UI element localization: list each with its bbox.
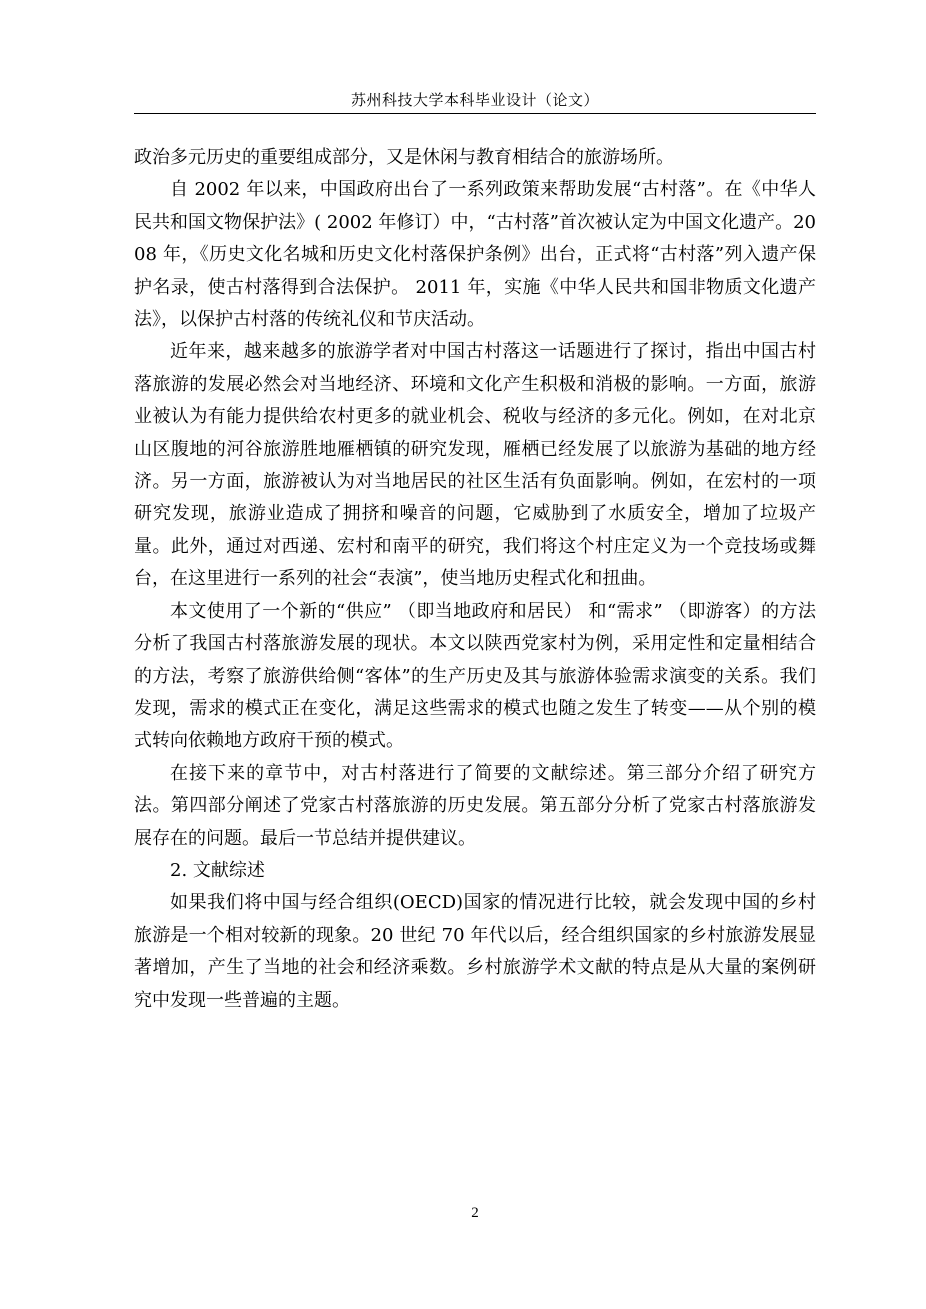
paragraph-structure: 在接下来的章节中，对古村落进行了简要的文献综述。第三部分介绍了研究方法。第四部分阐述了党家古村落旅游的历史发展。第五部分分析了党家古村落旅游发展存在的问题。最后一节总结并提供建议。 xyxy=(134,762,816,849)
paragraph-policy: 自 2002 年以来，中国政府出台了一系列政策来帮助发展“古村落”。在《中华人民共和国文物保护法》( 2002 年修订）中，“古村落”首次被认定为中国文化遗产。2008 年，《历史文化名城和历史文化村落保护条例》出台，正式将“古村落”列入遗产保护名录，使古村落得到合法保护。 2011 年，实施《中华人民共和国非物质文化遗产法》，以保护古村落的传统礼仪和节庆活动。 xyxy=(134,179,816,331)
section-heading: 2. 文献综述 xyxy=(170,859,265,881)
header-divider xyxy=(134,113,816,114)
paragraph-literature: 如果我们将中国与经合组织(OECD)国家的情况进行比较，就会发现中国的乡村旅游是一个相对较新的现象。20 世纪 70 年代以后，经合组织国家的乡村旅游发展显著增加，产生了当地的社会和经济乘数。乡村旅游学术文献的特点是从大量的案例研究中发现一些普遍的主题。 xyxy=(134,892,816,1011)
page-number: 2 xyxy=(471,1205,479,1221)
document-body xyxy=(134,142,816,1017)
running-header: 苏州科技大学本科毕业设计（论文） xyxy=(350,91,599,109)
paragraph-method: 本文使用了一个新的“供应” （即当地政府和居民） 和“需求” （即游客）的方法分析了我国古村落旅游发展的现状。本文以陕西党家村为例，采用定性和定量相结合的方法，考察了旅游供给侧“客体”的生产历史及其与旅游体验需求演变的关系。我们发现，需求的模式正在变化，满足这些需求的模式也随之发生了转变——从个别的模式转向依赖地方政府干预的模式。 xyxy=(134,600,816,752)
paragraph-continuation: 政治多元历史的重要组成部分，又是休闲与教育相结合的旅游场所。 xyxy=(134,147,674,168)
paragraph-research: 近年来，越来越多的旅游学者对中国古村落这一话题进行了探讨，指出中国古村落旅游的发展必然会对当地经济、环境和文化产生积极和消极的影响。一方面，旅游业被认为有能力提供给农村更多的就业机会、税收与经济的多元化。例如，在对北京山区腹地的河谷旅游胜地雁栖镇的研究发现，雁栖已经发展了以旅游为基础的地方经济。另一方面，旅游被认为对当地居民的社区生活有负面影响。例如，在宏村的一项研究发现，旅游业造成了拥挤和噪音的问题，它威胁到了水质安全，增加了垃圾产量。此外，通过对西递、宏村和南平的研究，我们将这个村庄定义为一个竞技场或舞台，在这里进行一系列的社会“表演”，使当地历史程式化和扭曲。 xyxy=(134,341,816,590)
